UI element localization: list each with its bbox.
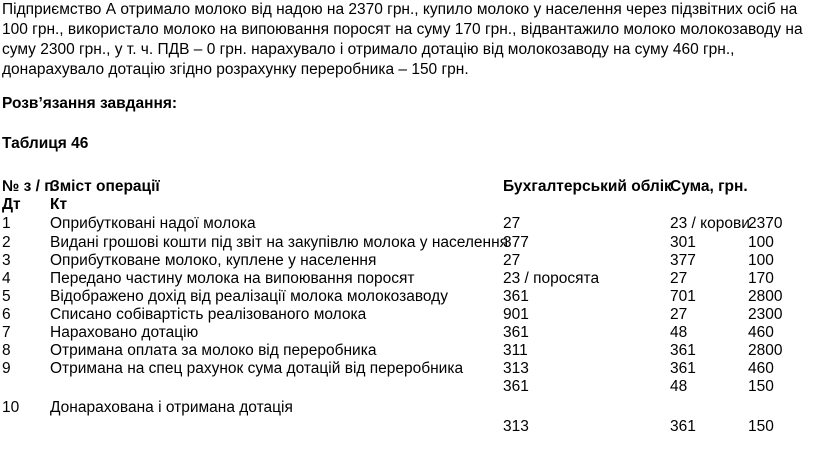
row-num: 1 (2, 215, 11, 232)
row-sum: 150 (748, 418, 774, 435)
row-content: Видані грошові кошти під звіт на закупівлю молока у населення (50, 234, 509, 251)
row-credit: 361 (670, 342, 696, 359)
row-content: Списано собівартість реалізованого молока (50, 306, 367, 323)
row-sum: 2800 (748, 342, 783, 359)
row-sum: 2370 (748, 215, 783, 232)
row-debit: 313 (503, 418, 529, 435)
header-num: № з / п (2, 178, 54, 195)
row-debit: 27 (503, 252, 521, 269)
row-num: 7 (2, 324, 11, 341)
row-content: Отримана на спец рахунок сума дотацій від переробника (50, 360, 464, 377)
row-num: 10 (2, 399, 20, 416)
row-sum: 2800 (748, 288, 783, 305)
row-debit: 311 (503, 342, 528, 359)
row-content: Отримана оплата за молоко від переробника (50, 342, 377, 359)
row-credit: 301 (670, 234, 696, 251)
row-credit: 23 / корови (670, 215, 750, 232)
header-debit: Дт (2, 196, 21, 213)
row-credit: 701 (670, 288, 696, 305)
row-debit: 313 (503, 360, 529, 377)
row-content: Донарахована і отримана дотація (50, 399, 293, 416)
row-debit: 377 (503, 234, 529, 251)
row-credit: 361 (670, 418, 696, 435)
row-num: 2 (2, 234, 11, 251)
table-caption: Таблиця 46 (2, 135, 89, 152)
row-sum: 460 (748, 360, 774, 377)
row-credit: 48 (670, 324, 688, 341)
row-num: 6 (2, 306, 11, 323)
row-debit: 27 (503, 215, 521, 232)
row-sum: 460 (748, 324, 774, 341)
row-credit: 48 (670, 378, 688, 395)
row-credit: 377 (670, 252, 696, 269)
row-debit: 23 / поросята (503, 270, 600, 287)
row-sum: 2300 (748, 306, 783, 323)
row-content: Нараховано дотацію (50, 324, 199, 341)
header-content: Зміст операції (50, 178, 160, 195)
row-debit: 361 (503, 324, 529, 341)
row-sum: 100 (748, 234, 774, 251)
row-sum: 100 (748, 252, 774, 269)
row-num: 4 (2, 270, 11, 287)
row-content: Відображено дохід від реалізації молока молокозаводу (50, 288, 448, 305)
row-debit: 361 (503, 378, 529, 395)
row-num: 8 (2, 342, 11, 359)
header-accounting: Бухгалтерський облік (503, 178, 672, 195)
row-sum: 170 (748, 270, 774, 287)
row-content: Оприбутковане молоко, куплене у населення (50, 252, 377, 269)
header-sum: Сума, грн. (670, 178, 748, 195)
row-credit: 361 (670, 360, 696, 377)
row-num: 5 (2, 288, 11, 305)
row-num: 9 (2, 360, 11, 377)
row-debit: 361 (503, 288, 529, 305)
row-content: Передано частину молока на випоювання поросят (50, 270, 415, 287)
row-sum: 150 (748, 378, 774, 395)
task-description: Підприємство А отримало молоко від надою на 2370 грн., купило молоко у населення через підзвітних осіб на 100 грн., використало молоко на випоювання поросят на суму 170 грн., відвантажило молоко молокозаводу на суму 2300 грн., у т. ч. ПДВ – 0 грн. нарахувало і отримало дотацію від молокозаводу на суму 460 грн., донарахувало дотацію згідно розрахунку переробника – 150 грн. (2, 1, 803, 78)
row-credit: 27 (670, 306, 688, 323)
solution-heading: Розв’язання завдання: (2, 95, 178, 112)
row-debit: 901 (503, 306, 529, 323)
header-credit: Кт (50, 196, 68, 213)
row-num: 3 (2, 252, 11, 269)
row-content: Оприбутковані надої молока (50, 215, 256, 232)
row-credit: 27 (670, 270, 688, 287)
